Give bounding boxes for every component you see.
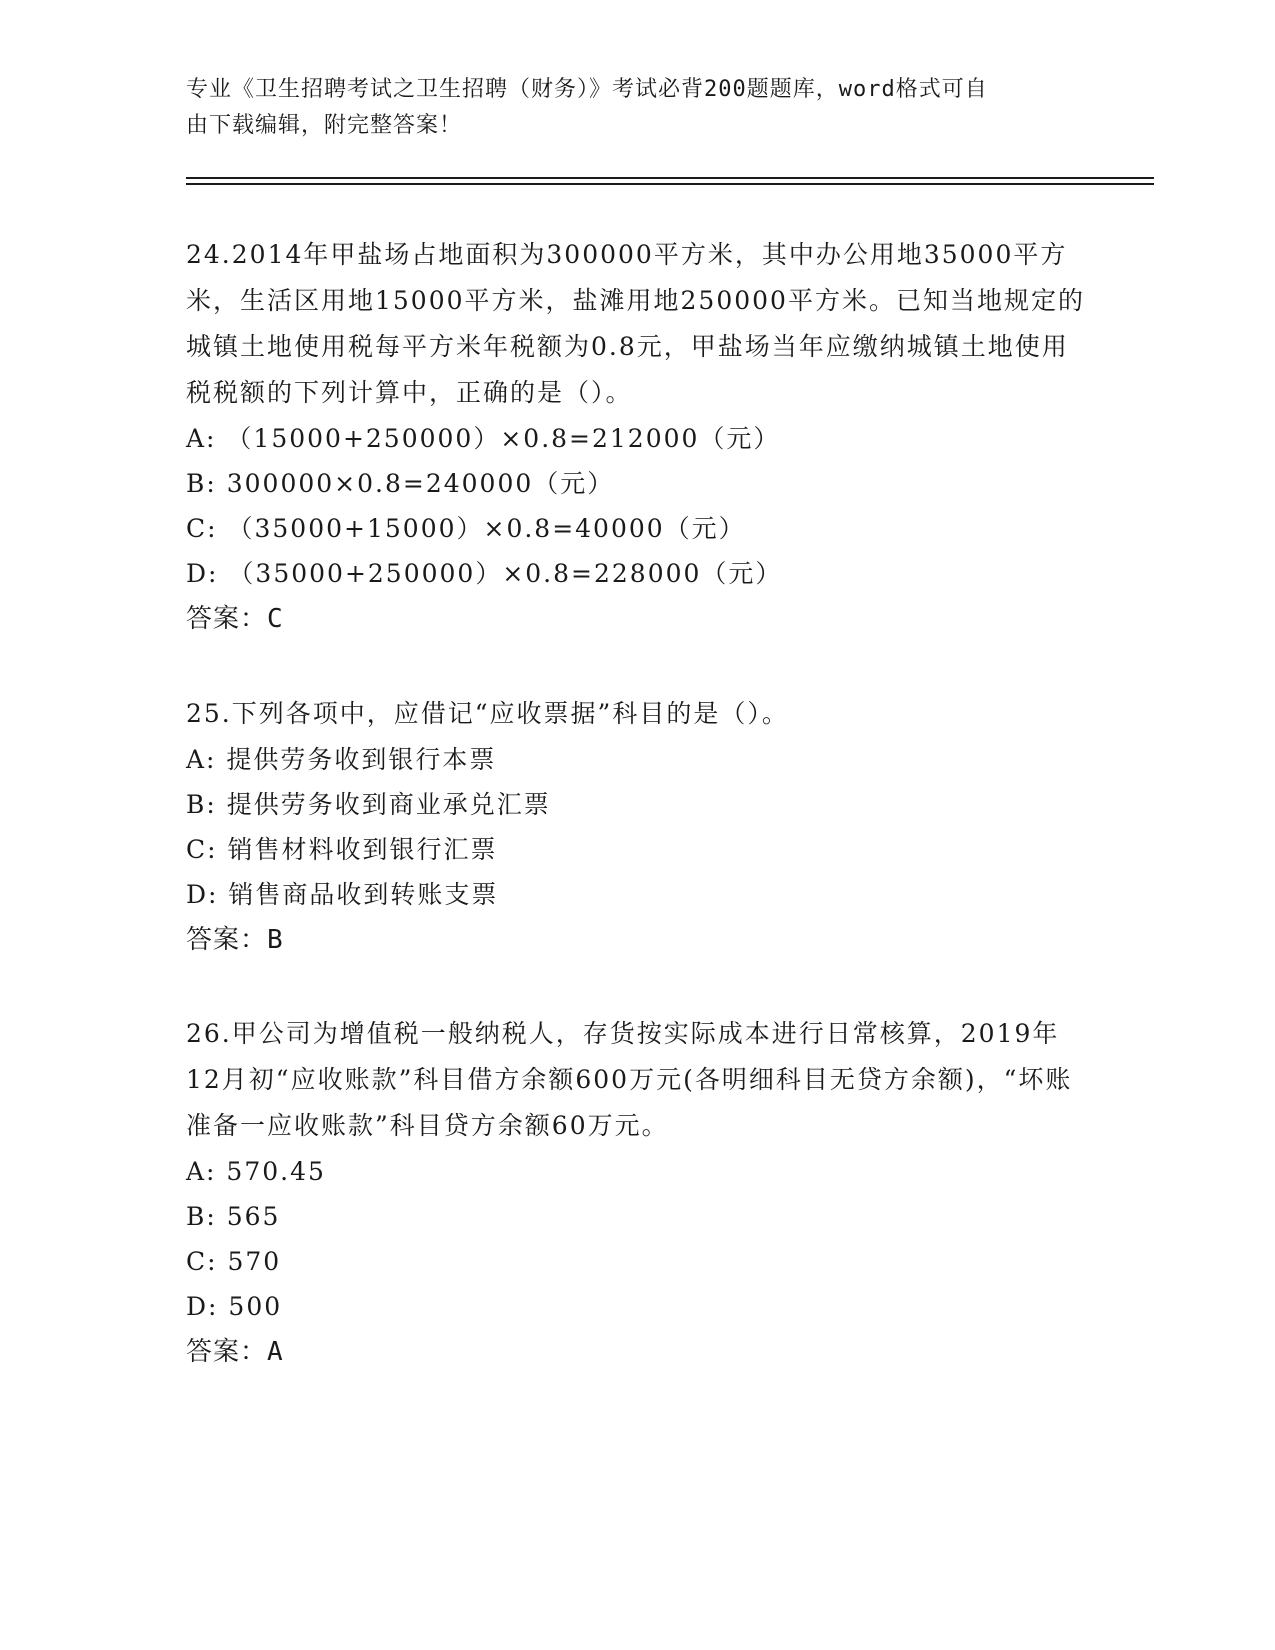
header-line-1: 专业《卫生招聘考试之卫生招聘（财务）》考试必背200题题库，word格式可自 xyxy=(186,77,988,102)
answer-label: 答案：C xyxy=(186,604,284,634)
question-25 xyxy=(186,691,1086,963)
question-26 xyxy=(186,1011,1086,1375)
option-a: A: （15000+250000）×0.8=212000（元） xyxy=(186,424,781,453)
question-stem: 26.甲公司为增值税一般纳税人，存货按实际成本进行日常核算，2019年12月初“应收账款”科目借方余额600万元(各明细科目无贷方余额)，“坏账准备一应收账款”科目贷方余额60万元。 xyxy=(186,1019,1073,1140)
option-d: D: （35000+250000）×0.8=228000（元） xyxy=(186,559,783,588)
answer-label: 答案：B xyxy=(186,925,284,955)
document-header xyxy=(186,72,1086,144)
option-a: A: 提供劳务收到银行本票 xyxy=(186,745,497,774)
option-c: C: 销售材料收到银行汇票 xyxy=(186,835,498,864)
option-b: B: 提供劳务收到商业承兑汇票 xyxy=(186,790,551,819)
option-d: D: 500 xyxy=(186,1292,283,1321)
question-stem: 24.2014年甲盐场占地面积为300000平方米，其中办公用地35000平方米，生活区用地15000平方米，盐滩用地250000平方米。已知当地规定的城镇土地使用税每平方米年税额为0.8元，甲盐场当年应缴纳城镇土地使用税税额的下列计算中，正确的是（）。 xyxy=(186,240,1085,407)
option-b: B: 565 xyxy=(186,1202,281,1231)
header-divider-bottom xyxy=(186,183,1154,185)
question-24 xyxy=(186,232,1086,642)
header-divider-top xyxy=(186,177,1154,179)
option-c: C: 570 xyxy=(186,1247,282,1276)
option-a: A: 570.45 xyxy=(186,1157,326,1186)
option-d: D: 销售商品收到转账支票 xyxy=(186,880,499,909)
option-c: C: （35000+15000）×0.8=40000（元） xyxy=(186,514,746,543)
question-stem: 25.下列各项中，应借记“应收票据”科目的是（）。 xyxy=(186,699,789,728)
answer-label: 答案：A xyxy=(186,1337,284,1367)
header-line-2: 由下载编辑，附完整答案！ xyxy=(186,113,463,138)
option-b: B: 300000×0.8=240000（元） xyxy=(186,469,615,498)
